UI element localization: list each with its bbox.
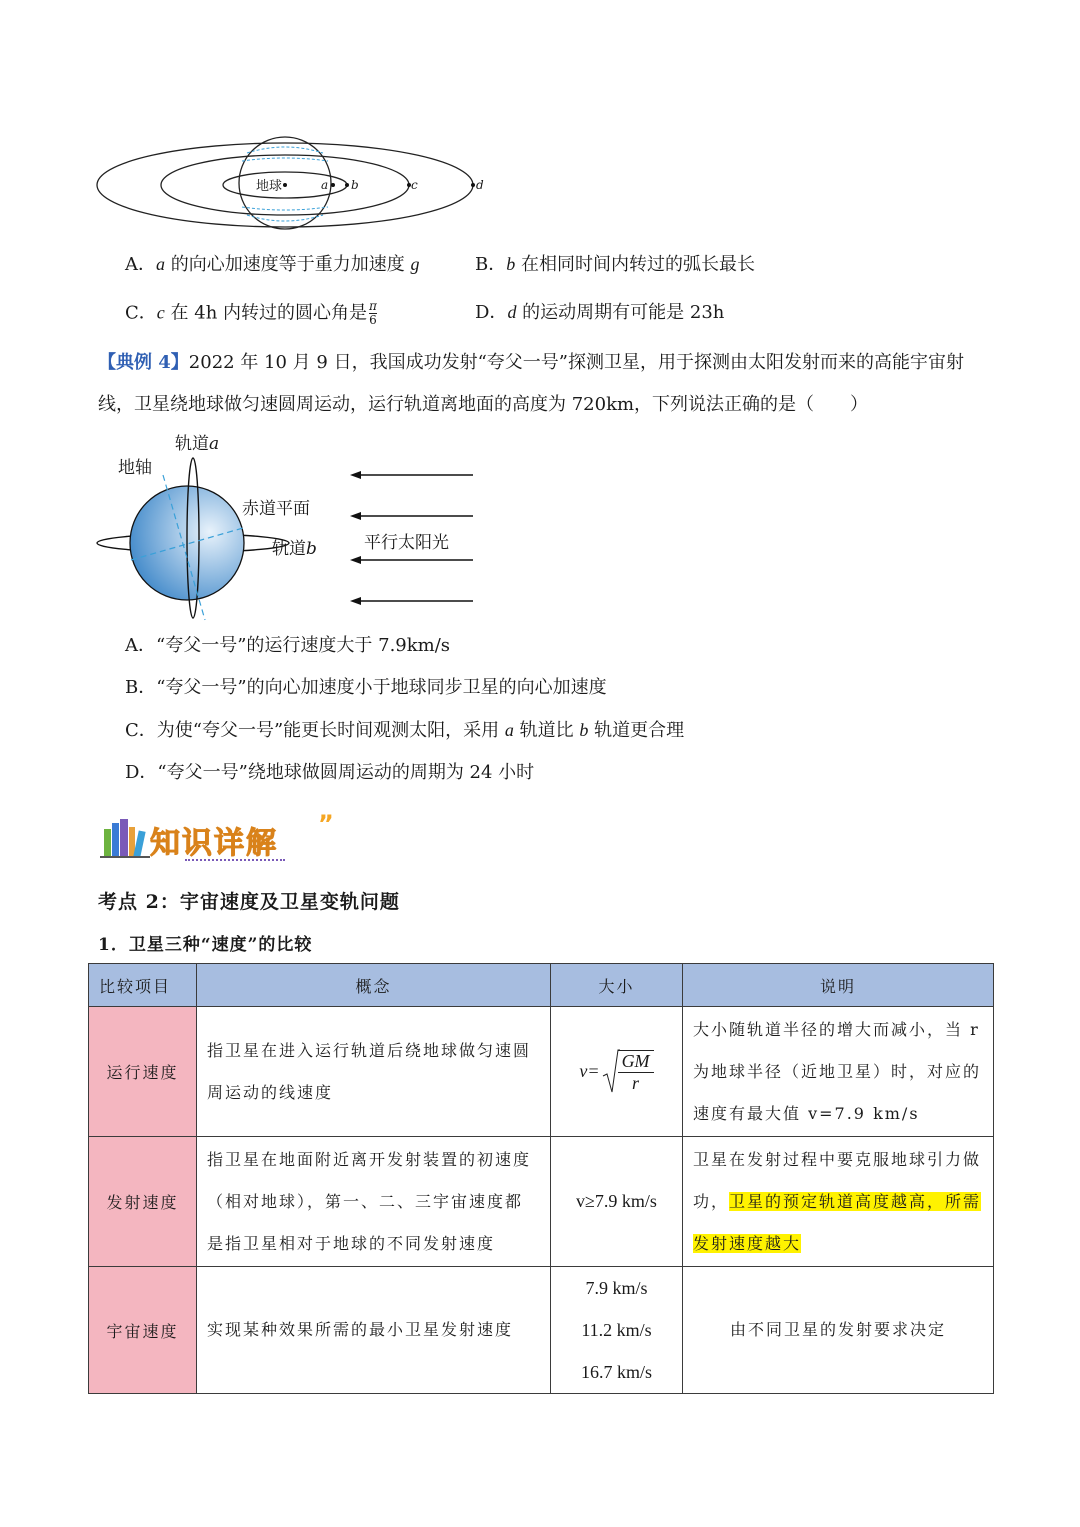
row-name: 宇宙速度 xyxy=(89,1267,197,1394)
earth-label: 地球 xyxy=(256,179,283,194)
row-size: 7.9 km/s 11.2 km/s 16.7 km/s xyxy=(551,1267,683,1394)
books-icon xyxy=(100,815,150,860)
table-row xyxy=(89,1137,994,1267)
table-header-concept: 概念 xyxy=(197,964,551,1007)
q4-option-b[interactable]: B．“夸父一号”的向心加速度小于地球同步卫星的向心加速度 xyxy=(125,677,607,698)
highlight-text: 所需发射速度越大 xyxy=(693,1191,982,1253)
table-row xyxy=(89,1007,994,1137)
orbit-a-label: 轨道a xyxy=(175,434,220,454)
table-header-row xyxy=(89,964,994,1007)
point-b-label: b xyxy=(351,178,359,192)
q4-option-a[interactable]: A．“夸父一号”的运行速度大于 7.9km/s xyxy=(125,635,451,656)
row-size: v= GM r xyxy=(551,1007,683,1137)
orbit-diagram xyxy=(95,135,495,235)
sunlight-label: 平行太阳光 xyxy=(364,533,449,553)
table-header-item: 比较项目 xyxy=(89,964,197,1007)
logo-wave xyxy=(185,855,285,861)
subheading: 1．卫星三种“速度”的比较 xyxy=(98,935,313,955)
point-a-label: a xyxy=(321,178,329,192)
q4-option-d[interactable]: D．“夸父一号”绕地球做圆周运动的周期为 24 小时 xyxy=(125,762,535,783)
row-concept: 实现某种效果所需的最小卫星发射速度 xyxy=(197,1267,551,1394)
q3-option-c[interactable]: C．c 在 4h 内转过的圆心角是 $\frac{\pi}{6}$ xyxy=(125,299,377,327)
q4-option-c[interactable]: C．为使“夸父一号”能更长时间观测太阳，采用 a 轨道比 b 轨道更合理 xyxy=(125,720,685,741)
row-size: v≥7.9 km/s xyxy=(551,1137,683,1267)
table-header-size: 大小 xyxy=(551,964,683,1007)
example4-tag: 【典例 4】 xyxy=(98,352,189,373)
highlight-text: 卫星的预定轨道高度越高， xyxy=(729,1191,946,1211)
row-note: 大小随轨道半径的增大而减小，当 r 为地球半径（近地卫星）时，对应的速度有最大值 v=7.9 km/s xyxy=(683,1007,994,1137)
row-note: 由不同卫星的发射要求决定 xyxy=(683,1267,994,1394)
q3-option-a[interactable]: A．a 的向心加速度等于重力加速度 g xyxy=(125,254,420,275)
section-heading: 考点 2：宇宙速度及卫星变轨问题 xyxy=(98,891,400,913)
example4-line1: 【典例 4】2022 年 10 月 9 日，我国成功发射“夸父一号”探测卫星，用于探测由太阳发射而来的高能宇宙射 xyxy=(98,352,964,373)
point-c-label: c xyxy=(411,178,418,192)
comparison-table xyxy=(88,963,994,1394)
example4-line2: 线，卫星绕地球做匀速圆周运动，运行轨道离地面的高度为 720km，下列说法正确的是（ ） xyxy=(98,394,869,415)
q3-option-b[interactable]: B．b 在相同时间内转过的弧长最长 xyxy=(475,254,755,275)
table-header-note: 说明 xyxy=(683,964,994,1007)
orbit-b-label: 轨道b xyxy=(272,539,317,559)
row-note: 卫星在发射过程中要克服地球引力做功，卫星的预定轨道高度越高，所需发射速度越大 xyxy=(683,1137,994,1267)
q3-option-d[interactable]: D．d 的运动周期有可能是 23h xyxy=(475,302,725,323)
point-d-label: d xyxy=(476,178,484,192)
section-logo: 知识详解 xyxy=(150,826,278,861)
earth-axis-label: 地轴 xyxy=(118,458,152,478)
row-concept: 指卫星在进入运行轨道后绕地球做匀速圆周运动的线速度 xyxy=(197,1007,551,1137)
table-row xyxy=(89,1267,994,1394)
row-name: 发射速度 xyxy=(89,1137,197,1267)
logo-quote-icon: ” xyxy=(318,810,334,838)
row-name: 运行速度 xyxy=(89,1007,197,1137)
equator-plane-label: 赤道平面 xyxy=(242,499,310,519)
row-concept: 指卫星在地面附近离开发射装置的初速度（相对地球），第一、二、三宇宙速度都是指卫星相对于地球的不同发射速度 xyxy=(197,1137,551,1267)
